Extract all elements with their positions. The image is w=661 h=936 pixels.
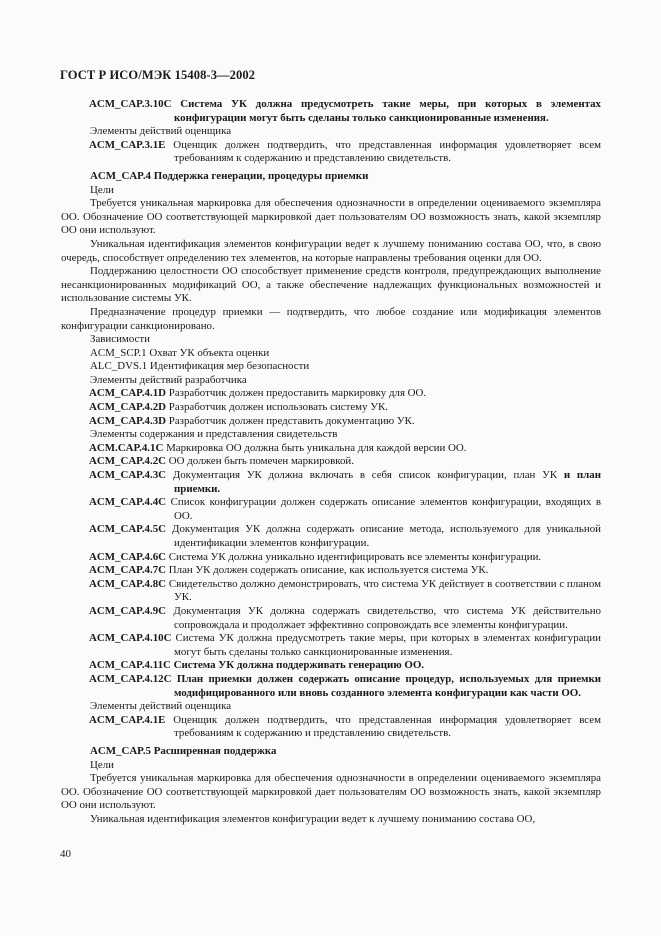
requirement-text: План приемки должен содержать описание процедур, используемых для приемки модифицированного или вновь созданного элемента конфигурации как части ОО. — [174, 672, 601, 699]
requirement-text: Разработчик должен использовать систему УК. — [168, 401, 388, 414]
requirement-code: ACM_CAP.4.9C — [89, 604, 167, 617]
requirement-item — [61, 564, 601, 578]
requirement-item — [61, 632, 601, 659]
requirement-item — [61, 387, 601, 401]
requirement-text: Система УК должна уникально идентифицировать все элементы конфигурации. — [168, 550, 542, 563]
requirement-code: ACM_CAP.3.1E — [89, 138, 166, 151]
heading-code: ACM_CAP.4 — [90, 169, 152, 182]
paragraph: Уникальная идентификация элементов конфигурации ведет к лучшему пониманию состава ОО, — [90, 812, 536, 825]
page-number: 40 — [60, 848, 71, 860]
requirement-item — [61, 551, 601, 565]
requirement-code: ACM_CAP.4.2D — [89, 401, 167, 414]
requirement-code: ACM_CAP.4.11С — [89, 659, 171, 672]
requirement-text: Система УК должна предусмотреть такие меры, при которых в элементах конфигурации могут быть сделаны только санкционированные изменения. — [174, 632, 601, 658]
requirement-item — [61, 714, 601, 741]
requirement-item — [61, 401, 601, 415]
requirement-text: Документация УК должна включать в себя список конфигурации, план УК — [172, 469, 564, 482]
section-label: Элементы содержания и представления свидетельств — [90, 428, 338, 441]
requirement-code: ACM_CAP.4.6C — [89, 550, 167, 563]
requirement-text-bold: и план приемки. — [174, 469, 601, 495]
requirement-item — [61, 578, 601, 605]
requirement-text: Оценщик должен подтвердить, что представленная информация удовлетворяет всем требованиям к содержанию и представлению свидетельств. — [173, 138, 601, 165]
heading-title: Поддержка генерации, процедуры приемки — [153, 169, 369, 182]
requirement-item — [61, 659, 601, 673]
section-label: Цели — [90, 183, 114, 196]
requirement-item — [61, 98, 601, 125]
requirement-text: План УК должен содержать описание, как используется система УК. — [168, 564, 489, 577]
paragraph: Поддержанию целостности ОО способствует применение средств контроля, предупреждающих выполнение несанкционированных модификаций ОО, а также обеспечение надлежащих функциональных возможностей и использование системы УК. — [61, 265, 601, 305]
requirement-code: ACM.CAP.4.1C — [89, 441, 164, 454]
requirement-text: Список конфигурации должен содержать описание элементов конфигурации, входящих в ОО. — [170, 496, 601, 522]
document-body — [61, 98, 601, 826]
requirement-item — [61, 605, 601, 632]
requirement-code: ACM_CAP.4.2C — [89, 455, 167, 468]
paragraph: Предназначение процедур приемки — подтвердить, что любое создание или модификация элементов конфигурации санкционировано. — [61, 305, 601, 332]
requirement-item — [61, 673, 601, 700]
paragraph: Уникальная идентификация элементов конфигурации ведет к лучшему пониманию состава ОО, что, в свою очередь, способствует определению тех элементов, на которые направлены требования оценки для ОО. — [61, 237, 601, 264]
requirement-item — [61, 442, 601, 456]
heading-code: ACM_CAP.5 — [90, 744, 152, 757]
requirement-code: ACM_CAP.4.7C — [89, 564, 167, 577]
requirement-text: Свидетельство должно демонстрировать, что система УК действует в соответствии с планом УК. — [168, 577, 601, 604]
section-label: Цели — [90, 758, 114, 771]
section-label: Элементы действий оценщика — [90, 700, 232, 713]
requirement-text: Маркировка ОО должна быть уникальна для каждой версии ОО. — [166, 441, 467, 454]
section-label: Элементы действий разработчика — [90, 373, 247, 386]
requirement-text: ОО должен быть помечен маркировкой. — [168, 455, 354, 468]
requirement-text: Система УК должна предусмотреть такие меры, при которых в элементах конфигурации могут быть сделаны только санкционированные изменения. — [174, 98, 602, 124]
requirement-item — [61, 415, 601, 429]
section-label: Зависимости — [90, 333, 150, 346]
section-label: ACM_SCP.1 Охват УК объекта оценки — [90, 346, 270, 359]
requirement-code: ACM_CAP.3.10С — [89, 98, 172, 110]
requirement-text: Разработчик должен предоставить маркировку для ОО. — [168, 387, 427, 400]
requirement-code: ACM_CAP.4.4C — [89, 496, 167, 509]
heading-title: Расширенная поддержка — [153, 744, 277, 757]
requirement-item — [61, 496, 601, 523]
requirement-text: Система УК должна поддерживать генерацию ОО. — [173, 659, 425, 672]
requirement-text: Документация УК должна содержать свидетельство, что система УК действительно сопровождала и продолжает эффективно сопровождать все элементы конфигурации. — [173, 604, 601, 631]
requirement-code: ACM_CAP.4.3D — [89, 414, 167, 427]
section-label: ALC_DVS.1 Идентификация мер безопасности — [90, 360, 310, 373]
paragraph: Требуется уникальная маркировка для обеспечения однозначности в определении оцениваемого экземпляра ОО. Обозначение ОО соответствующей маркировкой дает пользователям ОО возможность знать, какой экземпляр ОО они используют. — [61, 197, 601, 237]
section-label: Элементы действий оценщика — [90, 125, 232, 138]
requirement-code: ACM_CAP.4.1D — [89, 387, 167, 400]
page-header: ГОСТ Р ИСО/МЭК 15408-3—2002 — [60, 68, 256, 82]
section-heading — [61, 170, 601, 184]
requirement-code: ACM_CAP.4.3C — [89, 469, 167, 482]
requirement-code: ACM_CAP.4.8C — [89, 577, 167, 590]
paragraph: Требуется уникальная маркировка для обеспечения однозначности в определении оцениваемого экземпляра ОО. Обозначение ОО соответствующей маркировкой дает пользователям ОО возможность знать, какой экземпляр ОО они используют. — [61, 772, 601, 812]
requirement-text: Разработчик должен представить документацию УК. — [168, 414, 415, 427]
requirement-code: ACM_CAP.4.1E — [89, 713, 166, 726]
requirement-item — [61, 455, 601, 469]
requirement-text: Документация УК должна содержать описание метода, используемого для уникальной идентификации элементов конфигурации. — [172, 523, 601, 549]
requirement-text: Оценщик должен подтвердить, что представленная информация удовлетворяет всем требованиям к содержанию и представлению свидетельств. — [173, 713, 601, 740]
requirement-item — [61, 139, 601, 166]
requirement-code: ACM_CAP.4.10С — [89, 632, 172, 645]
requirement-item — [61, 523, 601, 550]
requirement-item — [61, 469, 601, 496]
section-heading — [61, 745, 601, 759]
requirement-code: ACM_CAP.4.12С — [89, 672, 172, 685]
requirement-code: ACM_CAP.4.5C — [89, 523, 167, 536]
